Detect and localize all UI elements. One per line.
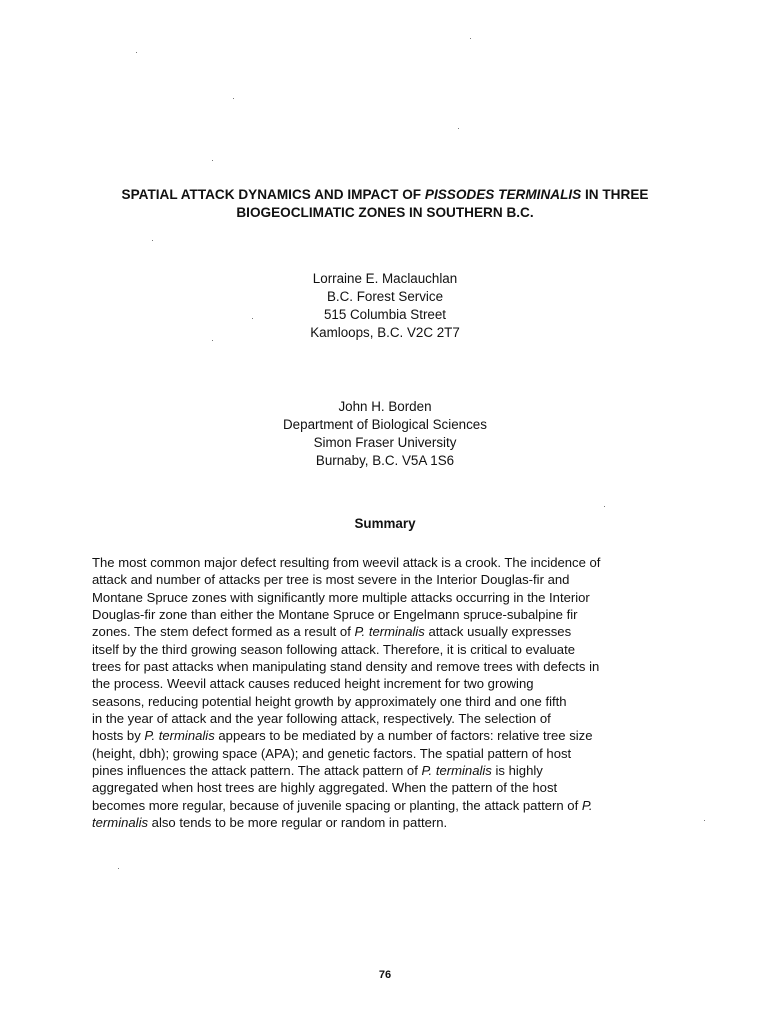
summary-line [92,797,692,814]
scan-speck [604,506,605,507]
summary-text: pines influences the attack pattern. The attack pattern of [92,763,422,779]
summary-text: is highly [491,763,543,779]
summary-text: Douglas-fir zone than either the Montane Spruce or Engelmann spruce-subalpine fir [92,607,578,623]
author-block-1 [185,270,585,342]
summary-text: appears to be mediated by a number of factors: relative tree size [214,728,593,744]
summary-line [92,589,692,606]
summary-line [92,745,692,762]
summary-text: also tends to be more regular or random in pattern. [148,815,448,831]
summary-line [92,641,692,658]
summary-text: becomes more regular, because of juvenile spacing or planting, the attack pattern of [92,797,582,813]
species-name: P. terminalis [354,624,425,640]
author-city: Kamloops, B.C. V2C 2T7 [310,325,460,340]
summary-text: Montane Spruce zones with significantly more multiple attacks occurring in the Interior [92,589,590,605]
summary-text: itself by the third growing season following attack. Therefore, it is critical to evaluate [92,641,576,657]
species-name: terminalis [92,815,149,831]
summary-text: hosts by [92,728,145,744]
page-number: 76 [378,969,392,981]
summary-text: in the year of attack and the year following attack, respectively. The selection of [92,711,551,727]
scan-speck [233,98,234,99]
summary-line [92,779,692,796]
author-affiliation: B.C. Forest Service [326,289,444,304]
title-line-1: SPATIAL ATTACK DYNAMICS AND IMPACT OF PISSODES TERMINALIS IN THREE [121,187,649,202]
summary-line [92,606,692,623]
author-institution: Simon Fraser University [313,435,457,450]
author-address: 515 Columbia Street [323,307,447,322]
summary-text: zones. The stem defect formed as a result of [92,624,355,640]
species-name: P. [581,797,593,813]
summary-line [92,710,692,727]
scan-speck [118,868,119,869]
summary-text: the process. Weevil attack causes reduced height increment for two growing [92,676,534,692]
summary-text: seasons, reducing potential height growth by approximately one third and one fifth [92,693,567,709]
summary-line [92,571,692,588]
summary-line [92,554,692,571]
summary-line [92,762,692,779]
scan-speck [212,160,213,161]
summary-line [92,727,692,744]
scan-speck [704,820,705,821]
summary-text: aggregated when host trees are highly aggregated. When the pattern of the host [92,780,558,796]
scan-speck [152,240,153,241]
scan-speck [458,128,459,129]
summary-text: The most common major defect resulting from weevil attack is a crook. The incidence of [92,555,601,570]
summary-text: trees for past attacks when manipulating stand density and remove trees with defects in [92,659,600,675]
author-department: Department of Biological Sciences [283,417,487,432]
summary-line [92,693,692,710]
scan-speck [136,52,137,53]
scan-speck [470,38,471,39]
summary-paragraph [92,554,692,832]
summary-text: attack and number of attacks per tree is most severe in the Interior Douglas-fir and [92,572,570,588]
summary-heading: Summary [354,516,416,531]
species-name: P. terminalis [421,763,492,779]
paper-title [60,186,710,222]
species-name: P. terminalis [144,728,215,744]
summary-text: attack usually expresses [424,624,572,640]
author-name: John H. Borden [338,399,432,414]
author-city: Burnaby, B.C. V5A 1S6 [315,453,455,468]
title-line-2: BIOGEOCLIMATIC ZONES IN SOUTHERN B.C. [236,205,534,220]
author-name: Lorraine E. Maclauchlan [312,271,458,286]
summary-line [92,675,692,692]
summary-text: (height, dbh); growing space (APA); and genetic factors. The spatial pattern of host [92,745,572,761]
summary-line [92,814,692,831]
author-block-2 [185,398,585,470]
summary-line [92,658,692,675]
summary-line [92,623,692,640]
